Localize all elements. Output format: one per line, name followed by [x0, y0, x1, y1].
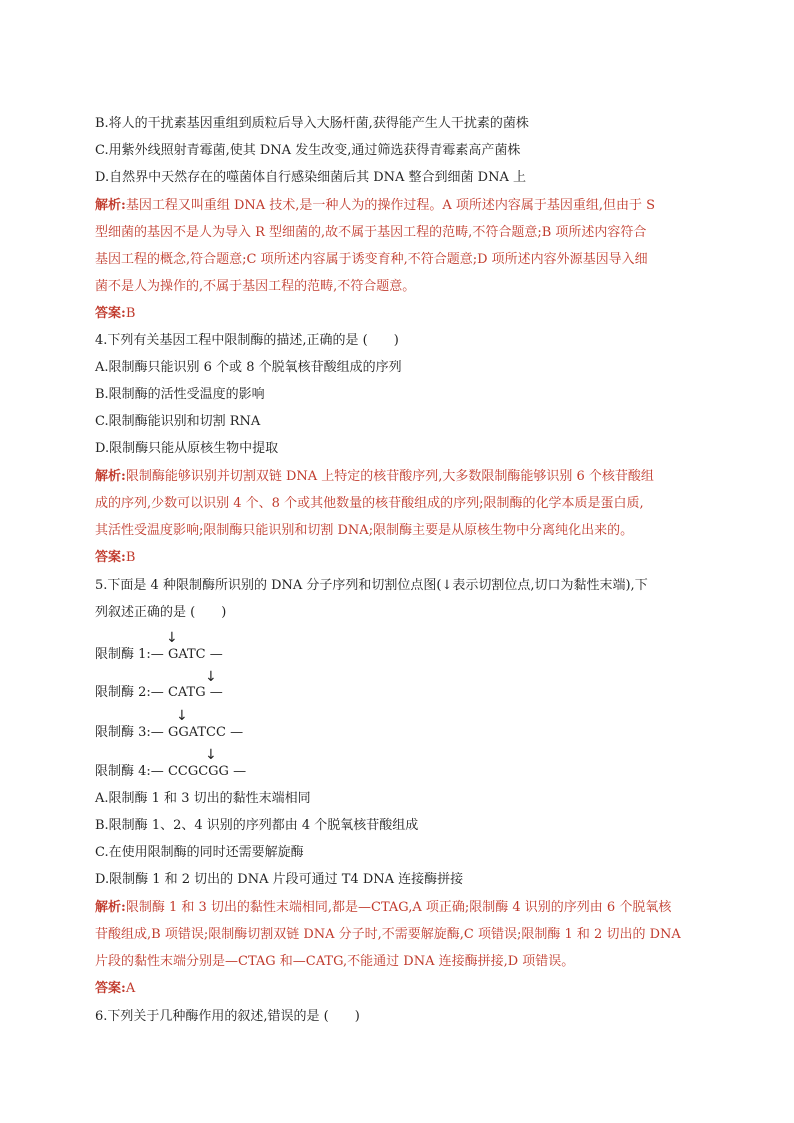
- enzyme3-dash-left: —: [150, 725, 164, 740]
- q3-analysis-line1: 基因工程又叫重组 DNA 技术,是一种人为的操作过程。A 项所述内容属于基因重组,但由于 S: [125, 198, 656, 213]
- enzyme2-dash-left: —: [150, 685, 164, 700]
- enzyme3-label: 限制酶 3:: [95, 725, 151, 740]
- q4-stem: 4.下列有关基因工程中限制酶的描述,正确的是 ( ): [95, 333, 399, 348]
- enzyme4-label: 限制酶 4:: [95, 764, 151, 779]
- q4-option-a: A.限制酶只能识别 6 个或 8 个脱氧核苷酸组成的序列: [95, 360, 402, 375]
- q3-answer-value: B: [125, 306, 136, 321]
- enzyme1-dash-left: —: [150, 647, 164, 662]
- q5-stem-line2: 列叙述正确的是 ( ): [95, 605, 227, 620]
- q3-option-b: B.将人的干扰素基因重组到质粒后导入大肠杆菌,获得能产生人干扰素的菌株: [95, 116, 529, 131]
- q5-answer-value: A: [125, 981, 136, 996]
- q4-option-d: D.限制酶只能从原核生物中提取: [95, 441, 279, 456]
- q5-analysis-line1: 限制酶 1 和 3 切出的黏性末端相同,都是—CTAG,A 项正确;限制酶 4 识别的序列由 6 个脱氧核: [125, 900, 672, 915]
- q3-answer-label: 答案:: [95, 306, 126, 321]
- q5-analysis: [95, 899, 671, 917]
- enzyme4-dash-left: —: [150, 764, 164, 779]
- q5-option-b: B.限制酶 1、2、4 识别的序列都由 4 个脱氧核苷酸组成: [95, 818, 419, 833]
- enzyme3-cut-arrow: ↓: [176, 708, 188, 724]
- q4-option-c: C.限制酶能识别和切割 RNA: [95, 414, 261, 429]
- q4-option-b: B.限制酶的活性受温度的影响: [95, 387, 265, 402]
- q5-answer: [95, 980, 135, 998]
- q4-analysis-line1: 限制酶能够识别并切割双链 DNA 上特定的核苷酸序列,大多数限制酶能够识别 6 个核苷酸组: [125, 469, 654, 484]
- q3-option-c: C.用紫外线照射青霉菌,使其 DNA 发生改变,通过筛选获得青霉素高产菌株: [95, 143, 521, 158]
- enzyme3-row: [95, 724, 243, 742]
- q4-analysis: [95, 468, 654, 486]
- q4-analysis-label: 解析:: [95, 469, 126, 484]
- q4-analysis-line3: 其活性受温度影响;限制酶只能识别和切割 DNA;限制酶主要是从原核生物中分离纯化出来的。: [95, 523, 634, 538]
- q3-answer: [95, 305, 135, 323]
- q5-stem-line1: 5.下面是 4 种限制酶所识别的 DNA 分子序列和切割位点图(↓表示切割位点,切口为黏性末端),下: [95, 578, 648, 593]
- q5-option-a: A.限制酶 1 和 3 切出的黏性末端相同: [95, 791, 311, 806]
- enzyme1-dash-right: —: [209, 647, 223, 662]
- q4-answer-value: B: [125, 550, 136, 565]
- enzyme1-label: 限制酶 1:: [95, 647, 151, 662]
- q5-analysis-line2: 苷酸组成,B 项错误;限制酶切割双链 DNA 分子时,不需要解旋酶,C 项错误;限制酶 1 和 2 切出的 DNA: [95, 927, 681, 942]
- q3-analysis: [95, 197, 655, 215]
- q3-option-d: D.自然界中天然存在的噬菌体自行感染细菌后其 DNA 整合到细菌 DNA 上: [95, 170, 526, 185]
- q5-option-d: D.限制酶 1 和 2 切出的 DNA 片段可通过 T4 DNA 连接酶拼接: [95, 872, 464, 887]
- enzyme4-row: [95, 763, 246, 781]
- q3-analysis-line3: 基因工程的概念,符合题意;C 项所述内容属于诱变育种,不符合题意;D 项所述内容外源基因导入细: [95, 252, 648, 267]
- enzyme3-dash-right: —: [230, 725, 244, 740]
- enzyme4-sequence: CCGCGG: [167, 764, 229, 779]
- enzyme1-cut-arrow: ↓: [166, 630, 178, 646]
- q4-answer: [95, 549, 135, 567]
- enzyme2-label: 限制酶 2:: [95, 685, 151, 700]
- q5-option-c: C.在使用限制酶的同时还需要解旋酶: [95, 845, 304, 860]
- q5-analysis-line3: 片段的黏性末端分别是—CTAG 和—CATG,不能通过 DNA 连接酶拼接,D 项错误。: [95, 954, 575, 969]
- enzyme3-sequence: GGATCC: [167, 725, 226, 740]
- q3-analysis-line4: 菌不是人为操作的,不属于基因工程的范畴,不符合题意。: [95, 279, 416, 294]
- q5-answer-label: 答案:: [95, 981, 126, 996]
- q5-analysis-label: 解析:: [95, 900, 126, 915]
- enzyme2-row: [95, 684, 223, 702]
- q4-answer-label: 答案:: [95, 550, 126, 565]
- q4-analysis-line2: 成的序列,少数可以识别 4 个、8 个或其他数量的核苷酸组成的序列;限制酶的化学本质是蛋白质,: [95, 496, 644, 511]
- q6-stem: 6.下列关于几种酶作用的叙述,错误的是 ( ): [95, 1009, 360, 1024]
- enzyme1-row: [95, 646, 223, 664]
- enzyme4-cut-arrow: ↓: [205, 747, 217, 763]
- enzyme4-dash-right: —: [233, 764, 247, 779]
- enzyme1-sequence: GATC: [167, 647, 206, 662]
- enzyme2-sequence: CATG: [167, 685, 206, 700]
- q3-analysis-label: 解析:: [95, 198, 126, 213]
- q3-analysis-line2: 型细菌的基因不是人为导入 R 型细菌的,故不属于基因工程的范畴,不符合题意;B 项所述内容符合: [95, 225, 647, 240]
- enzyme2-cut-arrow: ↓: [205, 669, 217, 685]
- enzyme2-dash-right: —: [209, 685, 223, 700]
